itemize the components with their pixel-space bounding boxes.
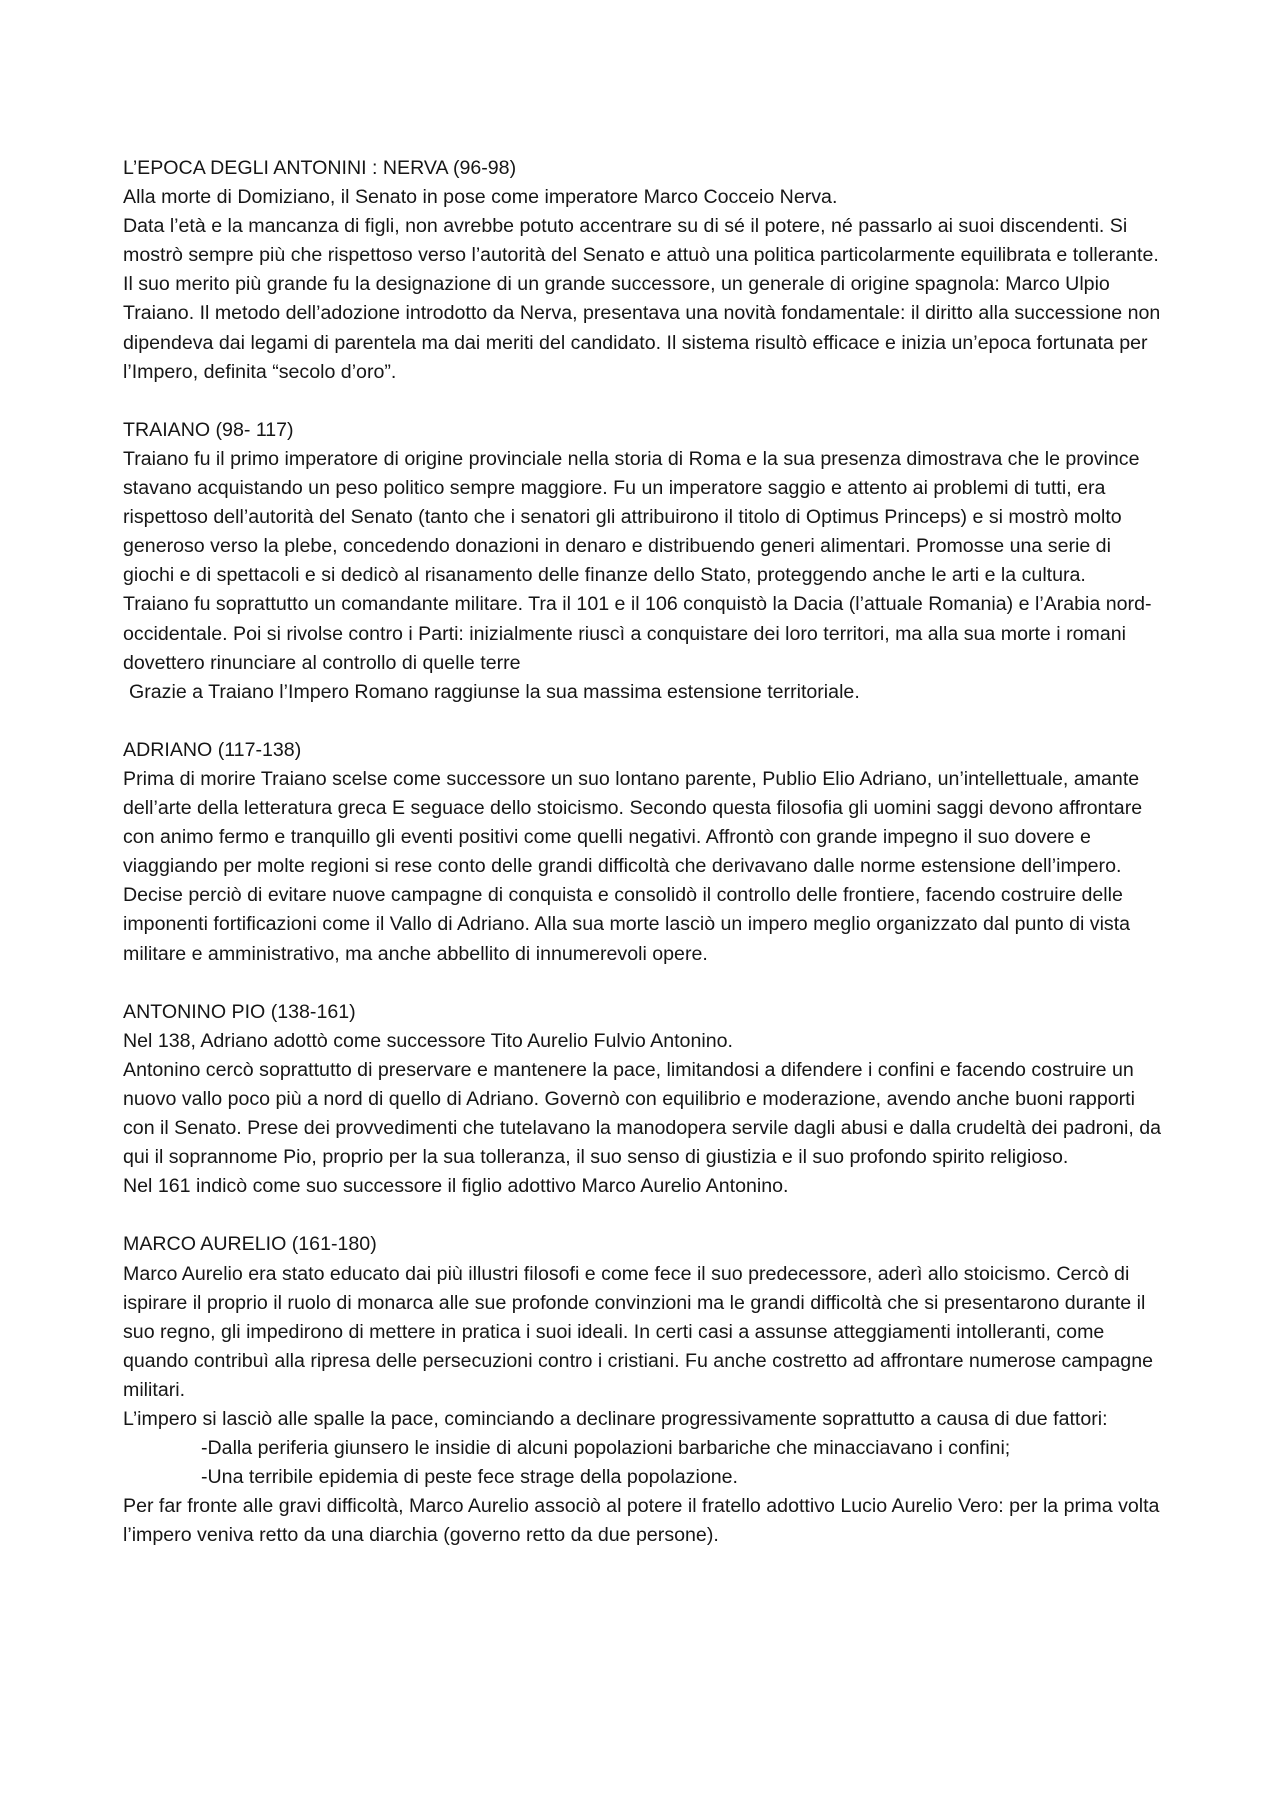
section-antonino-pio xyxy=(123,998,1163,1202)
section-heading: MARCO AURELIO (161-180) xyxy=(123,1233,377,1256)
section-nerva xyxy=(123,154,1163,387)
list-item: -Una terribile epidemia di peste fece strage della popolazione. xyxy=(201,1466,738,1489)
paragraph: L’impero si lasciò alle spalle la pace, cominciando a declinare progressivamente soprattutto a causa di due fattori: xyxy=(123,1408,1108,1431)
section-marco-aurelio xyxy=(123,1230,1163,1550)
paragraph: Nel 138, Adriano adottò come successore Tito Aurelio Fulvio Antonino. xyxy=(123,1029,733,1052)
section-heading: ANTONINO PIO (138-161) xyxy=(123,1000,356,1023)
paragraph: Traiano fu soprattutto un comandante militare. Tra il 101 e il 106 conquistò la Dacia (l’attuale Romania) e l’Arabia nord-occidentale. Poi si rivolse contro i Parti: inizialmente riuscì a conquistare dei loro territori, ma alla sua morte i romani dovettero rinunciare al controllo di quelle terre xyxy=(123,593,1152,674)
list-item: -Dalla periferia giunsero le insidie di alcuni popolazioni barbariche che minacciavano i confini; xyxy=(201,1437,1011,1460)
section-heading: TRAIANO (98- 117) xyxy=(123,418,294,441)
section-traiano xyxy=(123,416,1163,707)
paragraph: Per far fronte alle gravi difficoltà, Marco Aurelio associò al potere il fratello adottivo Lucio Aurelio Vero: per la prima volta l’impero veniva retto da una diarchia (governo retto da due persone). xyxy=(123,1495,1160,1547)
paragraph: Alla morte di Domiziano, il Senato in pose come imperatore Marco Cocceio Nerva. xyxy=(123,186,838,209)
section-heading: ADRIANO (117-138) xyxy=(123,738,302,761)
paragraph: Nel 161 indicò come suo successore il figlio adottivo Marco Aurelio Antonino. xyxy=(123,1175,789,1198)
factor-list xyxy=(123,1434,1163,1492)
paragraph: Traiano fu il primo imperatore di origine provinciale nella storia di Roma e la sua presenza dimostrava che le province stavano acquistando un peso politico sempre maggiore. Fu un imperatore saggio e attento ai problemi di tutti, era rispettoso dell’autorità del Senato (tanto che i senatori gli attribuirono il titolo di Optimus Princeps) e si mostrò molto generoso verso la plebe, concedendo donazioni in denaro e distribuendo generi alimentari. Promosse una serie di giochi e di spettacoli e si dedicò al risanamento delle finanze dello Stato, proteggendo anche le arti e la cultura. xyxy=(123,447,1140,587)
paragraph: Antonino cercò soprattutto di preservare e mantenere la pace, limitandosi a difendere i confini e facendo costruire un nuovo vallo poco più a nord di quello di Adriano. Governò con equilibrio e moderazione, avendo anche buoni rapporti con il Senato. Prese dei provvedimenti che tutelavano la manodopera servile dagli abusi e dalla crudeltà dei padroni, da qui il soprannome Pio, proprio per la sua tolleranza, il suo senso di giustizia e il suo profondo spirito religioso. xyxy=(123,1058,1162,1169)
paragraph: Il suo merito più grande fu la designazione di un grande successore, un generale di origine spagnola: Marco Ulpio Traiano. Il metodo dell’adozione introdotto da Nerva, presentava una novità fondamentale: il diritto alla successione non dipendeva dai legami di parentela ma dai meriti del candidato. Il sistema risultò efficace e inizia un’epoca fortunata per l’Impero, definita “secolo d’oro”. xyxy=(123,273,1161,383)
section-adriano xyxy=(123,736,1163,969)
paragraph: Prima di morire Traiano scelse come successore un suo lontano parente, Publio Elio Adriano, un’intellettuale, amante dell’arte della letteratura greca E seguace dello stoicismo. Secondo questa filosofia gli uomini saggi devono affrontare con animo fermo e tranquillo gli eventi positivi come quelli negativi. Affrontò con grande impegno il suo dovere e viaggiando per molte regioni si rese conto delle grandi difficoltà che derivavano dalle norme estensione dell’impero. Decise perciò di evitare nuove campagne di conquista e consolidò il controllo delle frontiere, facendo costruire delle imponenti fortificazioni come il Vallo di Adriano. Alla sua morte lasciò un impero meglio organizzato dal punto di vista militare e amministrativo, ma anche abbellito di innumerevoli opere. xyxy=(123,767,1143,965)
paragraph: Grazie a Traiano l’Impero Romano raggiunse la sua massima estensione territoriale. xyxy=(129,680,860,703)
document-body xyxy=(123,154,1163,1580)
section-heading: L’EPOCA DEGLI ANTONINI : NERVA (96-98) xyxy=(123,157,517,179)
paragraph: Marco Aurelio era stato educato dai più illustri filosofi e come fece il suo predecessore, aderì allo stoicismo. Cercò di ispirare il proprio il ruolo di monarca alle sue profonde convinzioni ma le grandi difficoltà che si presentarono durante il suo regno, gli impedirono di mettere in pratica i suoi ideali. In certi casi a assunse atteggiamenti intolleranti, come quando contribuì alla ripresa delle persecuzioni contro i cristiani. Fu anche costretto ad affrontare numerose campagne militari. xyxy=(123,1262,1153,1401)
paragraph: Data l’età e la mancanza di figli, non avrebbe potuto accentrare su di sé il potere, né passarlo ai suoi discendenti. Si mostrò sempre più che rispettoso verso l’autorità del Senato e attuò una politica particolarmente equilibrata e tollerante. xyxy=(123,215,1159,267)
